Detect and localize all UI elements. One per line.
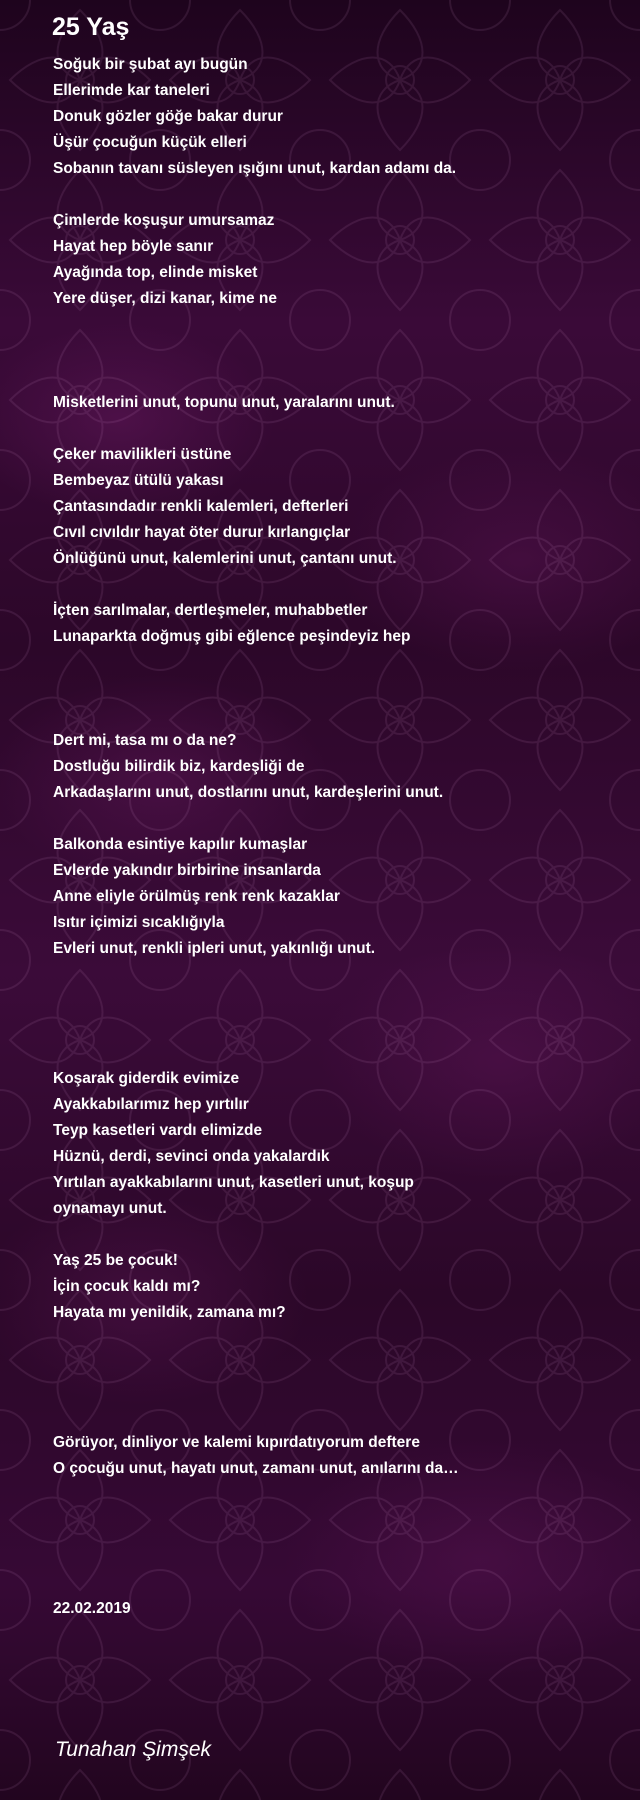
poem-line: Hayat hep böyle sanır xyxy=(53,238,214,255)
poem-line: Hayata mı yenildik, zamana mı? xyxy=(53,1304,286,1321)
poem-line: Yaş 25 be çocuk! xyxy=(53,1252,178,1269)
stanza-gap xyxy=(53,1222,613,1248)
poem-line: O çocuğu unut, hayatı unut, zamanı unut, anılarını da… xyxy=(53,1460,459,1477)
poem-line: Çantasındadır renkli kalemleri, defterleri xyxy=(53,498,349,515)
stanza-gap xyxy=(53,182,613,208)
stanza-gap xyxy=(53,806,613,832)
section-gap xyxy=(53,962,613,1040)
poem-line: Anne eliyle örülmüş renk renk kazaklar xyxy=(53,888,340,905)
poem-line: Üşür çocuğun küçük elleri xyxy=(53,134,247,151)
poem-line: Ayakkabılarımız hep yırtılır xyxy=(53,1096,249,1113)
poem-line: Görüyor, dinliyor ve kalemi kıpırdatıyorum deftere xyxy=(53,1434,420,1451)
poem-line: Soğuk bir şubat ayı bugün xyxy=(53,56,248,73)
poem-title: 25 Yaş xyxy=(52,13,130,41)
poem-line: Dert mi, tasa mı o da ne? xyxy=(53,732,237,749)
poem-line: Arkadaşlarını unut, dostlarını unut, kardeşlerini unut. xyxy=(53,784,444,801)
poem-line: Ellerimde kar taneleri xyxy=(53,82,210,99)
poem-line: Koşarak giderdik evimize xyxy=(53,1070,240,1087)
poem-line: İçten sarılmalar, dertleşmeler, muhabbetler xyxy=(53,602,368,619)
poem-date: 22.02.2019 xyxy=(53,1600,131,1617)
poem-line: Donuk gözler göğe bakar durur xyxy=(53,108,283,125)
poem-line: Misketlerini unut, topunu unut, yaralarını unut. xyxy=(53,394,395,411)
poem-line: Balkonda esintiye kapılır kumaşlar xyxy=(53,836,308,853)
poem-line: Evleri unut, renkli ipleri unut, yakınlığı unut. xyxy=(53,940,376,957)
section-gap xyxy=(53,312,613,390)
poem-line: Lunaparkta doğmuş gibi eğlence peşindeyiz hep xyxy=(53,628,411,645)
section-gap xyxy=(53,650,613,728)
poem-line: Teyp kasetleri vardı elimizde xyxy=(53,1122,263,1139)
poem-author: Tunahan Şimşek xyxy=(55,1738,212,1761)
stanza-gap xyxy=(53,572,613,598)
poem-line: Hüznü, derdi, sevinci onda yakalardık xyxy=(53,1148,330,1165)
section-gap xyxy=(53,1404,613,1430)
poem-line: Önlüğünü unut, kalemlerini unut, çantanı unut. xyxy=(53,550,397,567)
poem-line: Isıtır içimizi sıcaklığıyla xyxy=(53,914,225,931)
section-gap xyxy=(53,1326,613,1404)
poem-line: Ayağında top, elinde misket xyxy=(53,264,258,281)
poem-body xyxy=(53,52,613,1482)
poem-line: Sobanın tavanı süsleyen ışığını unut, kardan adamı da. xyxy=(53,160,457,177)
poem-line: Evlerde yakındır birbirine insanlarda xyxy=(53,862,321,879)
poem-line: Dostluğu bilirdik biz, kardeşliği de xyxy=(53,758,305,775)
poem-line: Bembeyaz ütülü yakası xyxy=(53,472,224,489)
stanza-gap xyxy=(53,416,613,442)
poem-line: Çeker mavilikleri üstüne xyxy=(53,446,232,463)
poem-line: İçin çocuk kaldı mı? xyxy=(53,1278,201,1295)
section-gap xyxy=(53,1040,613,1066)
poem-line: Yere düşer, dizi kanar, kime ne xyxy=(53,290,278,307)
poem-line: Cıvıl cıvıldır hayat öter durur kırlangıçlar xyxy=(53,524,351,541)
poem-line: oynamayı unut. xyxy=(53,1200,167,1217)
poem-line: Çimlerde koşuşur umursamaz xyxy=(53,212,275,229)
poem-line: Yırtılan ayakkabılarını unut, kasetleri unut, koşup xyxy=(53,1174,414,1191)
